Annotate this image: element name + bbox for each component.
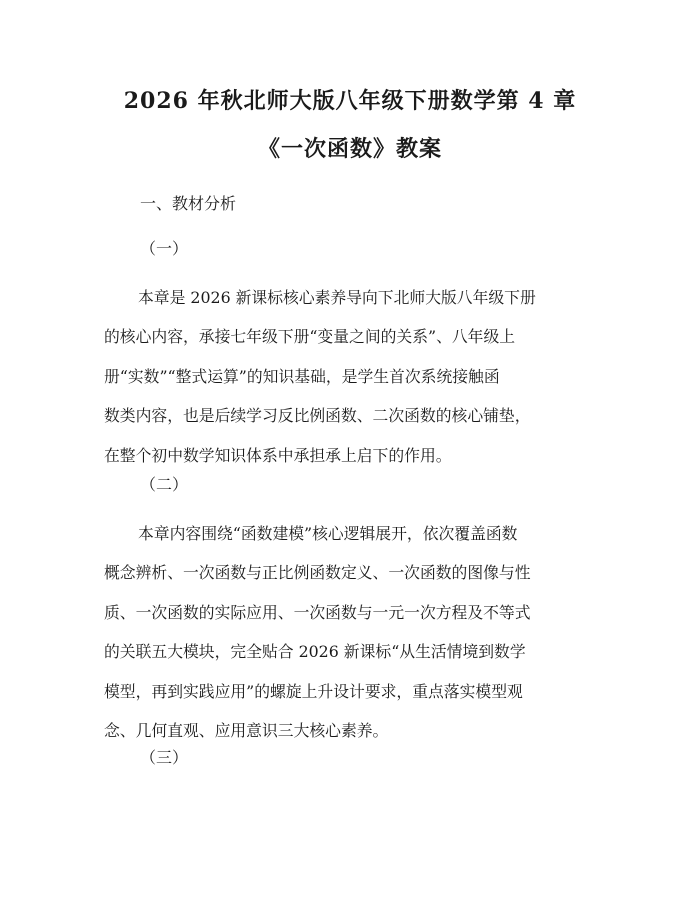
subsection-label-3: （三） <box>140 748 189 767</box>
paragraph-line: 数类内容，也是后续学习反比例函数、二次函数的核心铺垫， <box>104 406 531 426</box>
section-heading: 一、教材分析 <box>140 194 237 213</box>
paragraph-line: 在整个初中数学知识体系中承担承上启下的作用。 <box>104 445 452 465</box>
paragraph-line: 概念辨析、一次函数与正比例函数定义、一次函数的图像与性 <box>104 563 531 583</box>
document-title-line-2: 《一次函数》教案 <box>257 136 442 162</box>
paragraph-line: 本章是 2026 新课标核心素养导向下北师大版八年级下册 <box>138 288 536 307</box>
document-title-line-1: 2026 年秋北师大版八年级下册数学第 4 章 <box>123 88 577 114</box>
paragraph-line: 册“实数”“整式运算”的知识基础，是学生首次系统接触函 <box>104 366 500 386</box>
subsection-label-1: （一） <box>140 239 189 258</box>
paragraph-line: 念、几何直观、应用意识三大核心素养。 <box>104 720 389 740</box>
paragraph-line: 模型，再到实践应用”的螺旋上升设计要求，重点落实模型观 <box>104 681 523 701</box>
paragraph-line: 的关联五大模块，完全贴合 2026 新课标“从生活情境到数学 <box>104 642 526 662</box>
paragraph-1 <box>104 286 604 483</box>
paragraph-line: 的核心内容，承接七年级下册“变量之间的关系”、八年级上 <box>104 327 516 347</box>
paragraph-line: 质、一次函数的实际应用、一次函数与一元一次方程及不等式 <box>104 602 531 622</box>
paragraph-2 <box>104 522 604 758</box>
subsection-label-2: （二） <box>140 475 189 494</box>
paragraph-line: 本章内容围绕“函数建模”核心逻辑展开，依次覆盖函数 <box>138 524 518 543</box>
